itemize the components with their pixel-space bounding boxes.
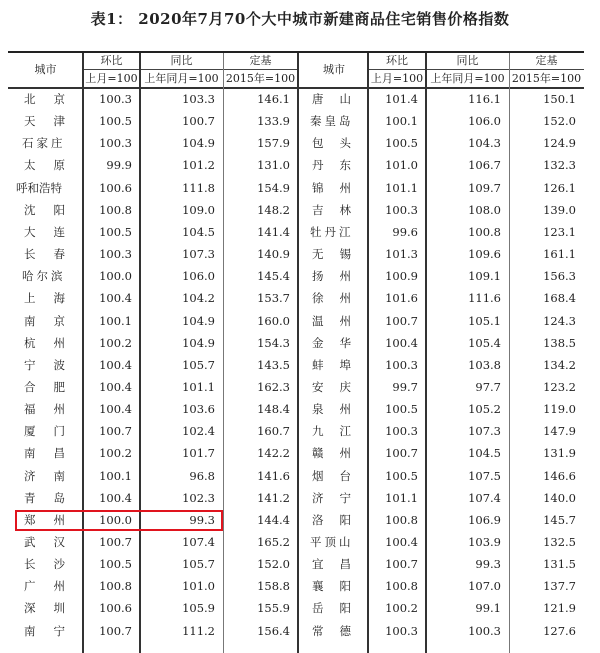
mom-value: 100.0: [99, 269, 132, 284]
fixed-base-value: 148.4: [257, 402, 290, 417]
mom-value: 101.6: [385, 291, 418, 306]
yoy-value: 111.2: [182, 623, 215, 638]
mom-value: 101.0: [385, 158, 418, 173]
yoy-value: 109.1: [468, 269, 501, 284]
fixed-base-value: 133.9: [257, 114, 290, 129]
mom-value: 100.3: [385, 357, 418, 372]
header-right: [300, 53, 584, 88]
city-name: 泉州: [312, 402, 367, 417]
yoy-value: 108.0: [468, 202, 501, 217]
header-mom-base: 上月=100: [370, 72, 424, 85]
mom-value: 100.4: [385, 535, 418, 549]
header-fixed: 定基: [535, 54, 558, 67]
city-name: 宜昌: [312, 557, 367, 572]
yoy-value: 105.2: [468, 402, 501, 417]
city-name: 岳阳: [312, 601, 367, 616]
mom-value: 100.4: [99, 490, 132, 505]
mom-value: 100.5: [99, 224, 132, 239]
table-row: [8, 442, 584, 464]
city-name: 哈尔滨: [22, 269, 66, 284]
fixed-base-value: 146.6: [543, 468, 576, 483]
fixed-base-value: 121.9: [543, 601, 576, 616]
mom-value: 100.3: [385, 424, 418, 439]
fixed-base-value: 140.0: [543, 490, 576, 505]
mom-value: 100.3: [99, 247, 132, 262]
mom-value: 100.4: [99, 402, 132, 417]
fixed-base-value: 140.9: [257, 247, 290, 262]
yoy-value: 103.8: [468, 357, 501, 372]
city-name: 九江: [312, 424, 367, 439]
mom-value: 100.1: [99, 313, 132, 328]
table-row: [8, 487, 584, 509]
yoy-value: 100.8: [468, 224, 501, 239]
mom-value: 100.3: [385, 202, 418, 217]
city-name: 赣州: [312, 446, 367, 461]
table-row: [8, 620, 584, 642]
yoy-value: 107.0: [468, 579, 501, 594]
city-name: 济宁: [312, 490, 367, 505]
yoy-value: 106.7: [468, 158, 501, 173]
mom-value: 100.2: [385, 601, 418, 616]
mom-value: 100.5: [99, 557, 132, 572]
yoy-value: 111.8: [182, 180, 215, 195]
table-row: [8, 243, 584, 265]
yoy-value: 99.3: [475, 557, 501, 572]
mom-value: 101.1: [385, 180, 418, 195]
table-row: [8, 465, 584, 487]
table-row: [8, 597, 584, 619]
city-name: 长沙: [24, 557, 83, 572]
city-name: 南宁: [24, 623, 83, 638]
city-name: 丹东: [312, 158, 367, 173]
city-name: 南昌: [24, 446, 83, 461]
fixed-base-value: 119.0: [543, 402, 576, 417]
mom-value: 100.7: [99, 535, 132, 549]
fixed-base-value: 154.9: [257, 180, 290, 195]
fixed-base-value: 145.7: [543, 512, 576, 527]
fixed-base-value: 141.4: [257, 224, 290, 239]
city-name: 包头: [312, 136, 367, 151]
yoy-value: 102.3: [182, 490, 215, 505]
yoy-value: 100.7: [182, 114, 215, 129]
table-row: [8, 354, 584, 376]
mom-value: 100.4: [385, 335, 418, 350]
table-row: [8, 553, 584, 575]
city-name: 武汉: [24, 535, 83, 549]
mom-value: 100.6: [99, 601, 132, 616]
table-row: [8, 310, 584, 332]
fixed-base-value: 127.6: [543, 623, 576, 638]
fixed-base-value: 148.2: [257, 202, 290, 217]
mom-value: 100.7: [385, 313, 418, 328]
yoy-value: 105.1: [468, 313, 501, 328]
table-row: [8, 154, 584, 176]
fixed-base-value: 146.1: [257, 92, 290, 106]
city-name: 青岛: [24, 490, 83, 505]
table-row: [8, 420, 584, 442]
city-name: 锦州: [312, 180, 367, 195]
fixed-base-value: 152.0: [257, 557, 290, 572]
yoy-value: 104.3: [468, 136, 501, 151]
city-name: 常德: [312, 623, 367, 638]
city-name: 温州: [312, 313, 367, 328]
table-row: [8, 531, 584, 553]
mom-value: 100.3: [99, 92, 132, 106]
fixed-base-value: 131.5: [543, 557, 576, 572]
mom-value: 100.7: [99, 424, 132, 439]
city-name: 平顶山: [310, 535, 354, 549]
fixed-base-value: 123.2: [543, 379, 576, 394]
fixed-base-value: 156.3: [543, 269, 576, 284]
fixed-base-value: 147.9: [543, 424, 576, 439]
fixed-base-value: 156.4: [257, 623, 290, 638]
mom-value: 100.2: [99, 446, 132, 461]
fixed-base-value: 124.3: [543, 313, 576, 328]
mom-value: 100.3: [99, 136, 132, 151]
table-row: [8, 88, 584, 110]
fixed-base-value: 154.3: [257, 335, 290, 350]
header-mom: 环比: [100, 54, 123, 67]
table-row: [8, 221, 584, 243]
fixed-base-value: 132.3: [543, 158, 576, 173]
fixed-base-value: 132.5: [543, 535, 576, 549]
table-row: [8, 575, 584, 597]
yoy-value: 103.9: [468, 535, 501, 549]
mom-value: 100.1: [99, 468, 132, 483]
yoy-value: 106.0: [468, 114, 501, 129]
fixed-base-value: 165.2: [257, 535, 290, 549]
fixed-base-value: 141.2: [257, 490, 290, 505]
fixed-base-value: 157.9: [257, 136, 290, 151]
mom-value: 100.2: [99, 335, 132, 350]
city-name: 蚌埠: [312, 357, 367, 372]
city-name: 唐山: [312, 92, 367, 106]
city-name: 宁波: [24, 357, 83, 372]
mom-value: 100.4: [99, 291, 132, 306]
mom-value: 100.5: [385, 468, 418, 483]
fixed-base-value: 123.1: [543, 224, 576, 239]
yoy-value: 103.6: [182, 402, 215, 417]
city-name: 合肥: [24, 379, 83, 394]
yoy-value: 102.4: [182, 424, 215, 439]
fixed-base-value: 126.1: [543, 180, 576, 195]
city-name: 福州: [24, 402, 83, 417]
fixed-base-value: 158.8: [257, 579, 290, 594]
header-city: 城市: [323, 63, 345, 76]
city-name: 上海: [24, 291, 83, 306]
fixed-base-value: 142.2: [257, 446, 290, 461]
yoy-value: 105.4: [468, 335, 501, 350]
header-yoy-base: 上年同月=100: [144, 72, 219, 85]
yoy-value: 100.3: [468, 623, 501, 638]
city-name: 北京: [24, 92, 83, 106]
mom-value: 100.0: [99, 512, 132, 527]
header-fixed: 定基: [249, 54, 272, 67]
fixed-base-value: 141.6: [257, 468, 290, 483]
city-name: 南京: [24, 313, 83, 328]
table-row: [8, 177, 584, 199]
table-row: [8, 376, 584, 398]
city-name: 洛阳: [312, 512, 367, 527]
fixed-base-value: 160.0: [257, 313, 290, 328]
fixed-base-value: 124.9: [543, 136, 576, 151]
yoy-value: 104.9: [182, 313, 215, 328]
fixed-base-value: 138.5: [543, 335, 576, 350]
table-row: [8, 132, 584, 154]
yoy-value: 109.7: [468, 180, 501, 195]
table-row: [8, 287, 584, 309]
city-name: 秦皇岛: [310, 114, 354, 129]
yoy-value: 107.5: [468, 468, 501, 483]
city-name: 广州: [24, 579, 83, 594]
city-name: 深圳: [24, 601, 83, 616]
mom-value: 100.8: [385, 579, 418, 594]
fixed-base-value: 155.9: [257, 601, 290, 616]
yoy-value: 104.9: [182, 335, 215, 350]
mom-value: 100.8: [99, 579, 132, 594]
yoy-value: 106.9: [468, 512, 501, 527]
mom-value: 100.9: [385, 269, 418, 284]
yoy-value: 111.6: [468, 291, 501, 306]
city-name: 石家庄: [22, 136, 66, 151]
yoy-value: 106.0: [182, 269, 215, 284]
header-city: 城市: [34, 63, 57, 76]
table-row: [8, 199, 584, 221]
city-name: 无锡: [312, 247, 367, 262]
city-name: 太原: [24, 158, 83, 173]
mom-value: 100.7: [385, 557, 418, 572]
yoy-value: 104.5: [182, 224, 215, 239]
header-yoy-base: 上年同月=100: [430, 72, 505, 85]
table-row: [8, 110, 584, 132]
fixed-base-value: 131.9: [543, 446, 576, 461]
mom-value: 100.4: [99, 357, 132, 372]
table-row: [8, 332, 584, 354]
mom-value: 100.8: [385, 512, 418, 527]
yoy-value: 101.2: [182, 158, 215, 173]
yoy-value: 104.2: [182, 291, 215, 306]
city-name: 呼和浩特: [16, 180, 62, 195]
city-name: 沈阳: [24, 202, 83, 217]
city-name: 天津: [24, 114, 83, 129]
fixed-base-value: 168.4: [543, 291, 576, 306]
fixed-base-value: 150.1: [543, 92, 576, 106]
yoy-value: 104.9: [182, 136, 215, 151]
yoy-value: 105.7: [182, 557, 215, 572]
yoy-value: 101.0: [182, 579, 215, 594]
yoy-value: 101.7: [182, 446, 215, 461]
header-mom-base: 上月=100: [85, 72, 138, 85]
yoy-value: 101.1: [182, 379, 215, 394]
city-name: 大连: [24, 224, 83, 239]
fixed-base-value: 143.5: [257, 357, 290, 372]
mom-value: 100.7: [99, 623, 132, 638]
header-yoy: 同比: [456, 54, 479, 67]
fixed-base-value: 161.1: [543, 247, 576, 262]
fixed-base-value: 134.2: [543, 357, 576, 372]
mom-value: 100.8: [99, 202, 132, 217]
mom-value: 100.6: [99, 180, 132, 195]
yoy-value: 104.5: [468, 446, 501, 461]
mom-value: 100.5: [99, 114, 132, 129]
mom-value: 99.6: [392, 224, 418, 239]
city-name: 郑州: [24, 512, 83, 527]
yoy-value: 99.1: [475, 601, 501, 616]
table-title: 表1： 2020年7月70个大中城市新建商品住宅销售价格指数: [90, 10, 510, 28]
fixed-base-value: 145.4: [257, 269, 290, 284]
yoy-value: 99.3: [189, 512, 215, 527]
header-mom: 环比: [386, 54, 408, 67]
city-name: 牡丹江: [310, 224, 354, 239]
mom-value: 100.4: [99, 379, 132, 394]
city-name: 安庆: [312, 379, 367, 394]
mom-value: 100.5: [385, 136, 418, 151]
header-divider: [368, 69, 584, 70]
city-name: 吉林: [312, 202, 367, 217]
yoy-value: 107.3: [468, 424, 501, 439]
mom-value: 101.3: [385, 247, 418, 262]
fixed-base-value: 160.7: [257, 424, 290, 439]
yoy-value: 96.8: [189, 468, 215, 483]
header-divider: [83, 69, 298, 70]
yoy-value: 107.4: [182, 535, 215, 549]
yoy-value: 105.9: [182, 601, 215, 616]
mom-value: 99.9: [106, 158, 132, 173]
fixed-base-value: 139.0: [543, 202, 576, 217]
city-name: 襄阳: [312, 579, 367, 594]
yoy-value: 107.4: [468, 490, 501, 505]
city-name: 扬州: [312, 269, 367, 284]
fixed-base-value: 153.7: [257, 291, 290, 306]
city-name: 金华: [312, 335, 367, 350]
yoy-value: 116.1: [468, 92, 501, 106]
mom-value: 100.5: [385, 402, 418, 417]
yoy-value: 103.3: [182, 92, 215, 106]
yoy-value: 97.7: [475, 379, 501, 394]
yoy-value: 109.0: [182, 202, 215, 217]
city-name: 杭州: [24, 335, 83, 350]
yoy-value: 105.7: [182, 357, 215, 372]
header-fixed-base: 2015年=100: [225, 72, 296, 85]
yoy-value: 109.6: [468, 247, 501, 262]
fixed-base-value: 152.0: [543, 114, 576, 129]
city-name: 济南: [24, 468, 83, 483]
mom-value: 101.1: [385, 490, 418, 505]
header-fixed-base: 2015年=100: [511, 72, 582, 85]
table-row: [8, 398, 584, 420]
city-name: 徐州: [312, 291, 367, 306]
mom-value: 100.3: [385, 623, 418, 638]
mom-value: 101.4: [385, 92, 418, 106]
fixed-base-value: 137.7: [543, 579, 576, 594]
mom-value: 100.7: [385, 446, 418, 461]
table-row: [8, 265, 584, 287]
mom-value: 99.7: [392, 379, 418, 394]
yoy-value: 107.3: [182, 247, 215, 262]
city-name: 长春: [24, 247, 83, 262]
fixed-base-value: 162.3: [257, 379, 290, 394]
fixed-base-value: 131.0: [257, 158, 290, 173]
city-name: 烟台: [312, 468, 367, 483]
highlight-box-zhengzhou: [15, 510, 223, 531]
header-left: [8, 53, 298, 88]
mom-value: 100.1: [385, 114, 418, 129]
fixed-base-value: 144.4: [257, 512, 290, 527]
city-name: 厦门: [24, 424, 83, 439]
header-yoy: 同比: [170, 54, 193, 67]
